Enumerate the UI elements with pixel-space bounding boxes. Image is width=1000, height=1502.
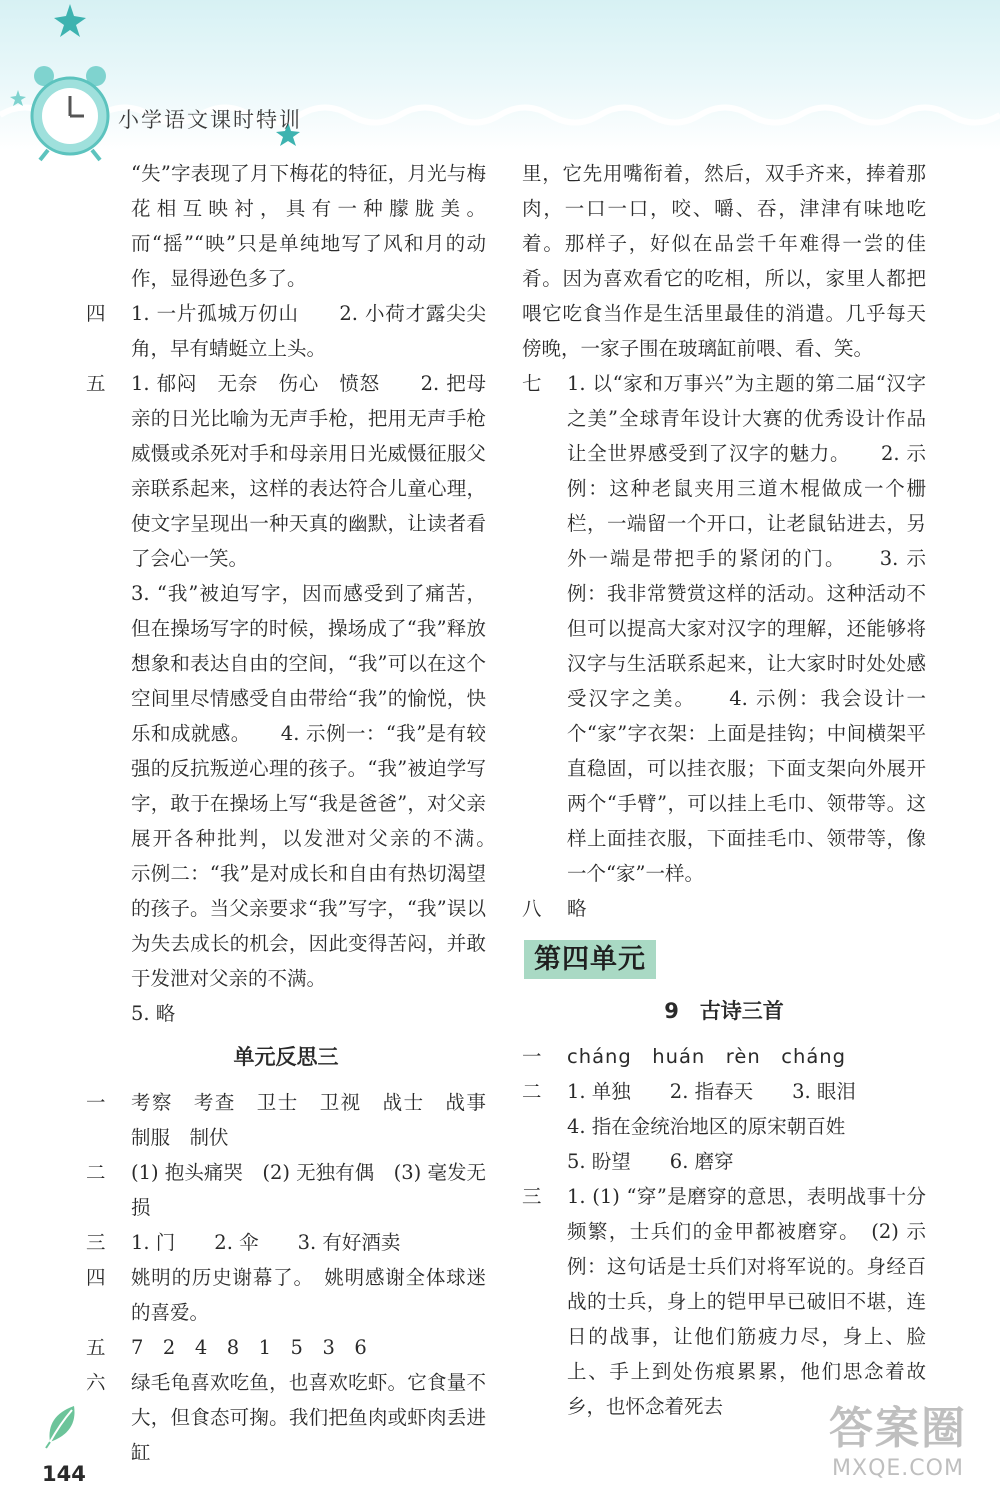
answer-text: cháng huán rèn cháng [567, 1045, 847, 1068]
question-number: 四 [86, 1266, 106, 1289]
answer-text: 4. 指在金统治地区的原宋朝百姓 [567, 1115, 846, 1138]
page-number: 144 [42, 1462, 86, 1486]
section-heading: 9 古诗三首 [664, 999, 784, 1023]
answer-text: 1. 一片孤城万仞山 2. 小荷才露尖尖角，早有蜻蜓立上头。 [131, 302, 486, 360]
answer-paragraph [522, 366, 926, 891]
section-heading: 单元反思三 [233, 1045, 339, 1069]
answer-paragraph [522, 1074, 926, 1109]
question-number: 二 [522, 1080, 542, 1103]
answer-paragraph [86, 366, 486, 576]
answer-text: 5. 盼望 6. 磨穿 [567, 1150, 734, 1173]
question-number: 三 [86, 1231, 106, 1254]
answer-text: 1. 单独 2. 指春天 3. 眼泪 [567, 1080, 856, 1103]
question-number: 三 [522, 1185, 542, 1208]
answer-paragraph [522, 1109, 926, 1144]
answer-paragraph [522, 1039, 926, 1074]
answer-text: 1. 以“家和万事兴”为主题的第二届“汉字之美”全球青年设计大赛的优秀设计作品让全世界感受到了汉字的魅力。 2. 示例：这种老鼠夹用三道木棍做成一个栅栏，一端留一个开口，让老鼠钻进去，另外一端是带把手的紧闭的门。 3. 示例：我非常赞赏这样的活动。这种活动不但可以提高大家对汉字的理解，还能够将汉字与生活联系起来，让大家时时处处感受汉字之美。 4. 示例：我会设计一个“家”字衣架：上面是挂钩；中间横架平直稳固，可以挂衣服；下面支架向外展开两个“手臂”，可以挂上毛巾、领带等。这样上面挂衣服，下面挂毛巾、领带等，像一个“家”一样。 [567, 372, 926, 885]
answer-text: 里，它先用嘴衔着，然后，双手齐来，捧着那肉，一口一口，咬、嚼、吞，津津有味地吃着。那样子，好似在品尝千年难得一尝的佳肴。因为喜欢看它的吃相，所以，家里人都把喂它吃食当作是生活里最佳的消遣。几乎每天傍晚，一家子围在玻璃缸前喂、看、笑。 [522, 162, 926, 360]
answer-text: 绿毛龟喜欢吃鱼，也喜欢吃虾。它食量不大，但食态可掬。我们把鱼肉或虾肉丢进缸 [131, 1371, 486, 1464]
answer-paragraph [86, 996, 486, 1031]
question-number: 六 [86, 1371, 106, 1394]
answer-text: 3. “我”被迫写字，因而感受到了痛苦，但在操场写字的时候，操场成了“我”释放想象和表达自由的空间，“我”可以在这个空间里尽情感受自由带给“我”的愉悦，快乐和成就感。 4. 示例一：“我”是有较强的反抗叛逆心理的孩子。“我”被迫学写字，敢于在操场上写“我是爸爸”，对父亲展开各种批判，以发泄对父亲的不满。 示例二：“我”是对成长和自由有热切渴望的孩子。当父亲要求“我”写字，“我”误以为失去成长的机会，因此变得苦闷，并敢于发泄对父亲的不满。 [131, 582, 506, 990]
alarm-clock-icon [28, 62, 112, 162]
answer-paragraph [86, 1260, 486, 1330]
answer-paragraph [86, 576, 506, 996]
question-number: 四 [86, 302, 106, 325]
answer-paragraph [86, 156, 486, 296]
question-number: 二 [86, 1161, 106, 1184]
unit-banner-row [522, 926, 926, 985]
watermark-logo-text: 答案圈 [829, 1403, 967, 1454]
question-number: 一 [522, 1045, 542, 1068]
answer-paragraph [86, 1225, 486, 1260]
answer-paragraph [522, 1179, 926, 1424]
answer-paragraph [86, 1155, 486, 1225]
answer-paragraph [86, 1365, 486, 1470]
answer-text: 1. 门 2. 伞 3. 有好酒卖 [131, 1231, 401, 1254]
answer-text: “失”字表现了月下梅花的特征，月光与梅花相互映衬，具有一种朦胧美。而“摇”“映”只是单纯地写了风和月的动作，显得逊色多了。 [131, 162, 486, 290]
answer-text: 7 2 4 8 1 5 3 6 [131, 1336, 367, 1359]
answer-paragraph [522, 1144, 926, 1179]
answer-paragraph [522, 156, 926, 366]
watermark-url: MXQE.COM [832, 1456, 964, 1481]
answer-text: 1. (1) “穿”是磨穿的意思，表明战事十分频繁，士兵们的金甲都被磨穿。 (2) 示例：这句话是士兵们对将军说的。身经百战的士兵，身上的铠甲早已破旧不堪，连日的战事，让他们筋疲力尽，身上、脸上、手上到处伤痕累累，他们思念着故乡，也怀念着死去 [567, 1185, 926, 1418]
question-number: 一 [86, 1091, 106, 1114]
left-column [86, 156, 506, 1470]
answer-paragraph [86, 1330, 486, 1365]
right-column [522, 156, 926, 1424]
unit-banner: 第四单元 [524, 940, 656, 979]
question-number: 五 [86, 1336, 106, 1359]
question-number: 五 [86, 372, 106, 395]
answer-text: 1. 郁闷 无奈 伤心 愤怒 2. 把母亲的日光比喻为无声手枪，把用无声手枪威慑或杀死对手和母亲用日光威慑征服父亲联系起来，这样的表达符合儿童心理，使文字呈现出一种天真的幽默，让读者看了会心一笑。 [131, 372, 486, 570]
answer-text: 姚明的历史谢幕了。 姚明感谢全体球迷的喜爱。 [131, 1266, 486, 1324]
question-number: 八 [522, 897, 542, 920]
answer-paragraph [86, 296, 486, 366]
leaf-icon [42, 1402, 82, 1450]
answer-text: (1) 抱头痛哭 (2) 无独有偶 (3) 毫发无损 [131, 1161, 486, 1219]
answer-paragraph [86, 1085, 506, 1155]
book-title: 小学语文课时特训 [118, 108, 302, 132]
answer-text: 略 [567, 897, 587, 920]
watermark [818, 1402, 978, 1492]
answer-text: 5. 略 [131, 1002, 176, 1025]
answer-paragraph [522, 891, 926, 926]
question-number: 七 [522, 372, 542, 395]
answer-text: 考察 考查 卫士 卫视 战士 战事 制服 制伏 [131, 1091, 506, 1149]
